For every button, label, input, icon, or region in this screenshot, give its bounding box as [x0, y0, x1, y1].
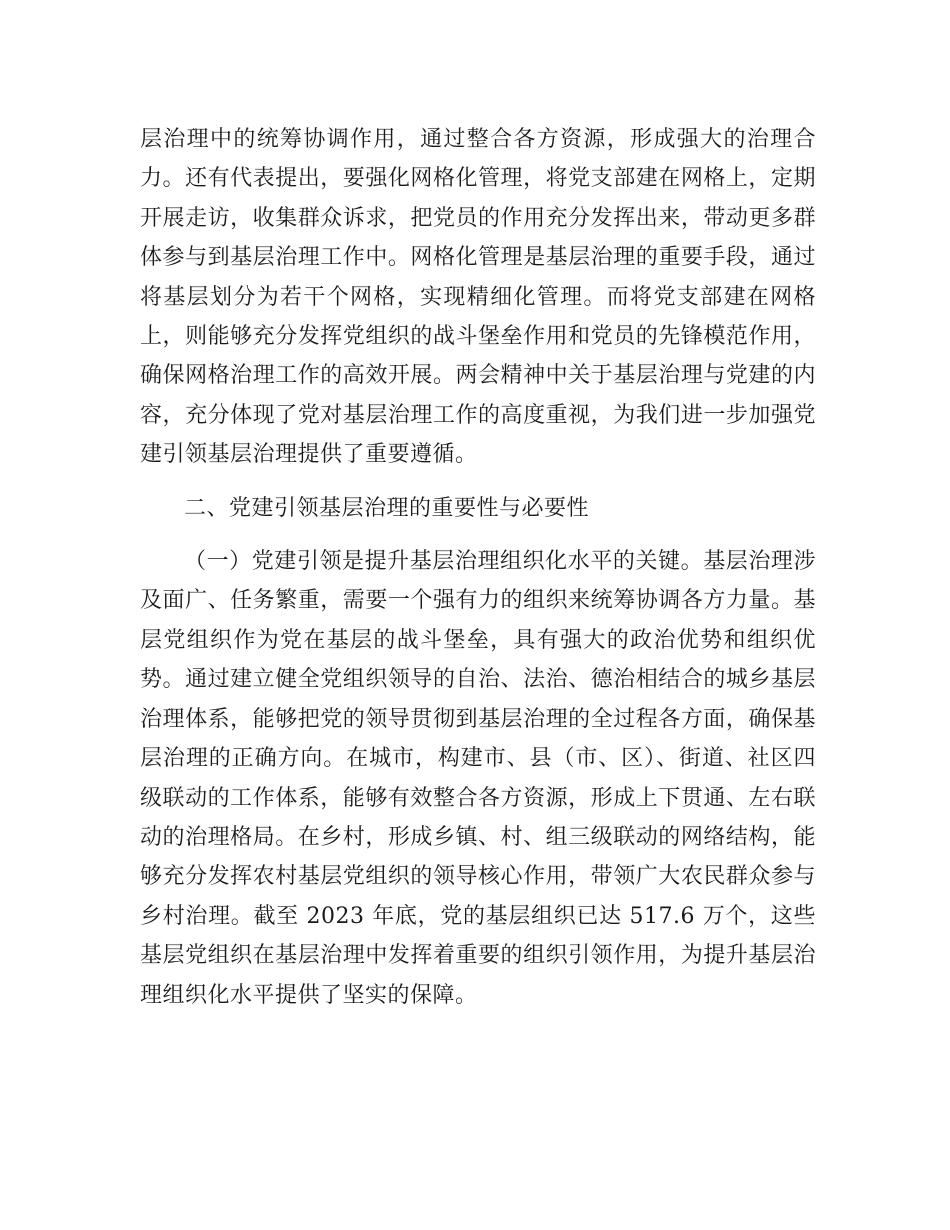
paragraph-gap [140, 475, 816, 489]
document-body [140, 120, 816, 1015]
section-heading: 二、党建引领基层治理的重要性与必要性 [184, 495, 590, 521]
paragraph-body: （一）党建引领是提升基层治理组织化水平的关键。基层治理涉及面广、任务繁重，需要一个强有力的组织来统筹协调各方力量。基层党组织作为党在基层的战斗堡垒，具有强大的政治优势和组织优势。通过建立健全党组织领导的自治、法治、德治相结合的城乡基层治理体系，能够把党的领导贯彻到基层治理的全过程各方面，确保基层治理的正确方向。在城市，构建市、县（市、区）、街道、社区四级联动的工作体系，能够有效整合各方资源，形成上下贯通、左右联动的治理格局。在乡村，形成乡镇、村、组三级联动的网络结构，能够充分发挥农村基层党组织的领导核心作用，带领广大农民群众参与乡村治理。截至 2023 年底，党的基层组织已达 517.6 万个，这些基层党组织在基层治理中发挥着重要的组织引领作用，为提升基层治理组织化水平提供了坚实的保障。 [140, 549, 816, 1008]
paragraph-gap [140, 528, 816, 542]
paragraph-continuation: 层治理中的统筹协调作用，通过整合各方资源，形成强大的治理合力。还有代表提出，要强化网格化管理，将党支部建在网格上，定期开展走访，收集群众诉求，把党员的作用充分发挥出来，带动更多群体参与到基层治理工作中。网格化管理是基层治理的重要手段，通过将基层划分为若干个网格，实现精细化管理。而将党支部建在网格上，则能够充分发挥党组织的战斗堡垒作用和党员的先锋模范作用，确保网格治理工作的高效开展。两会精神中关于基层治理与党建的内容，充分体现了党对基层治理工作的高度重视，为我们进一步加强党建引领基层治理提供了重要遵循。 [140, 127, 816, 468]
